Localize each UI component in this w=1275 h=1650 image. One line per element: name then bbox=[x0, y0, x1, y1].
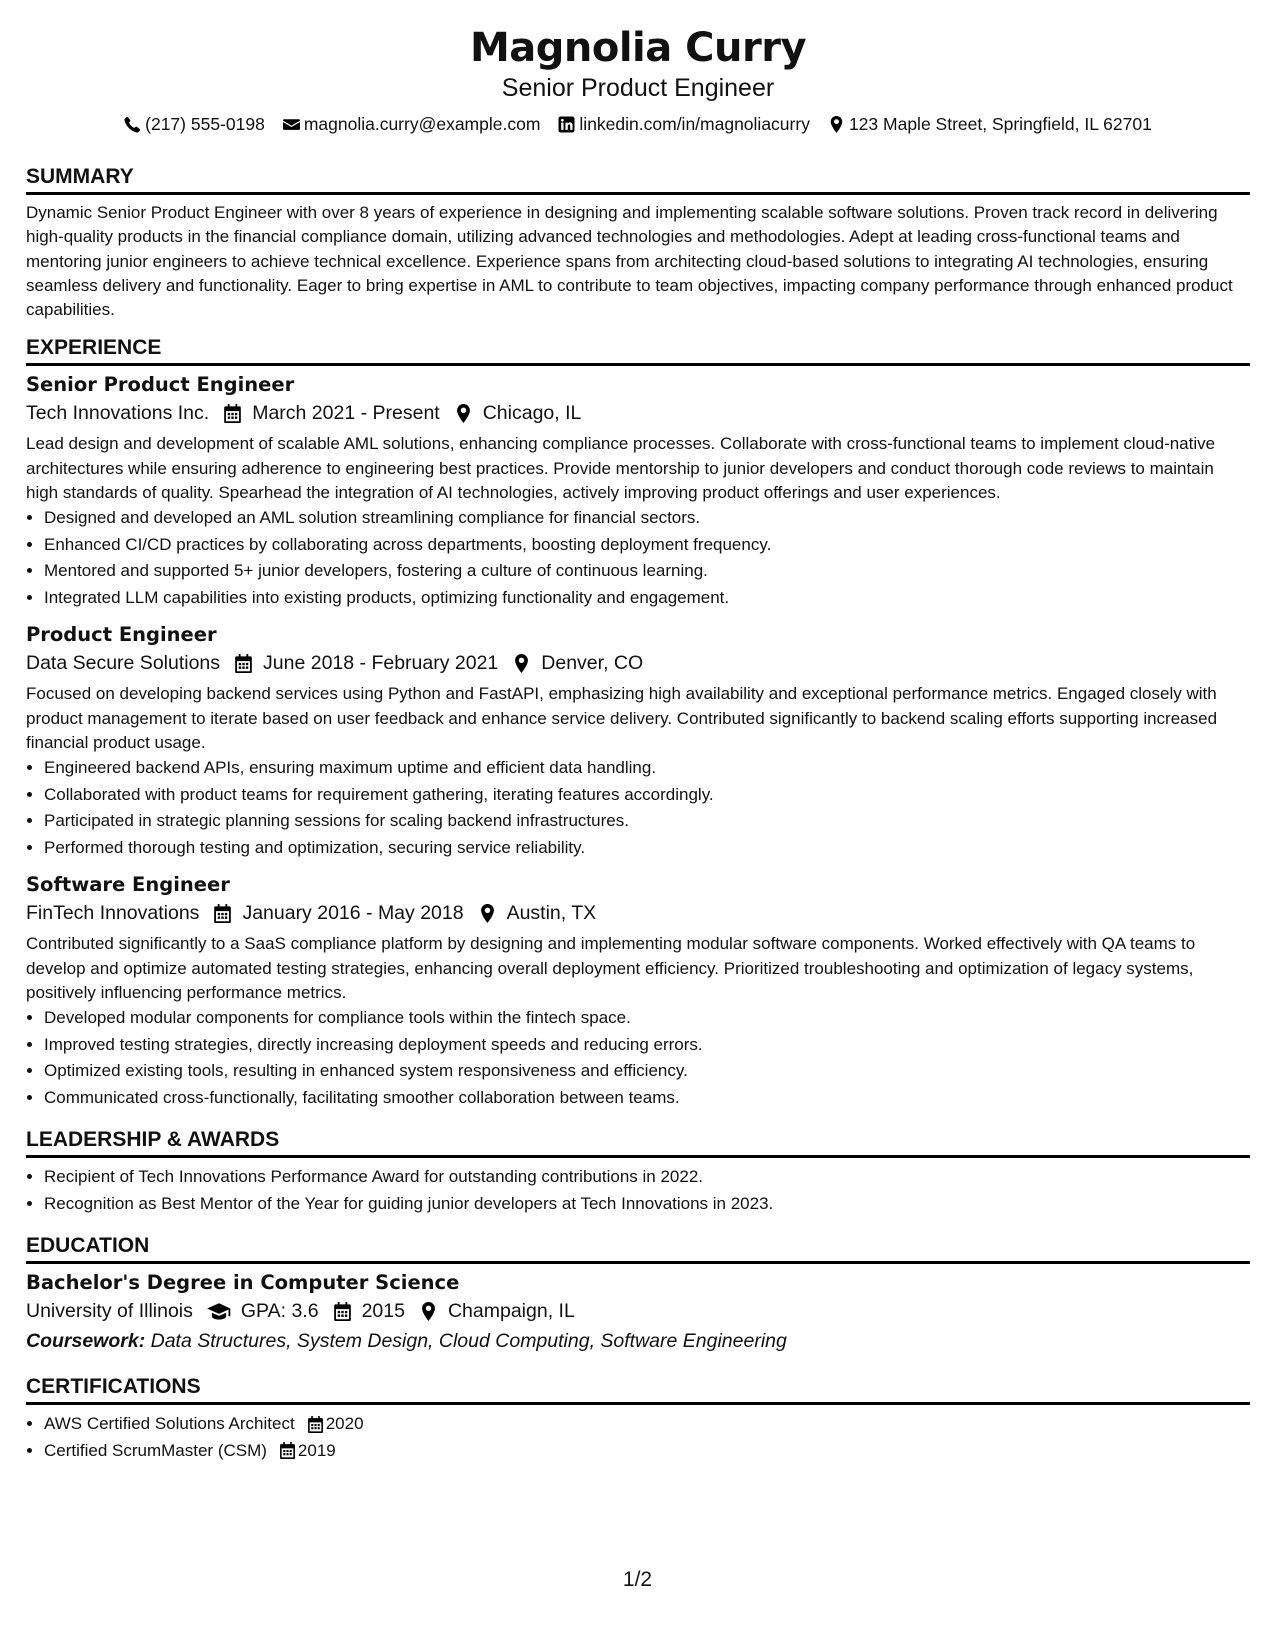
job-meta bbox=[26, 398, 1250, 428]
list-item: • Integrated LLM capabilities into existing products, optimizing functionality and engagement. bbox=[44, 585, 1250, 612]
job-company: Data Secure Solutions bbox=[26, 652, 221, 675]
contact-phone[interactable] bbox=[124, 113, 265, 135]
contact-address bbox=[828, 113, 1152, 135]
list-item: • Engineered backend APIs, ensuring maximum uptime and efficient data handling. bbox=[44, 755, 1250, 782]
list-item bbox=[44, 1411, 1250, 1438]
graduation-year: 2015 bbox=[361, 1300, 405, 1323]
map-pin-icon bbox=[478, 904, 497, 923]
envelope-icon bbox=[283, 116, 300, 133]
section-heading-certifications: CERTIFICATIONS bbox=[26, 1374, 1250, 1405]
education-meta bbox=[26, 1296, 1250, 1326]
list-item: • Mentored and supported 5+ junior developers, fostering a culture of continuous learning. bbox=[44, 558, 1250, 585]
job-bullets bbox=[26, 755, 1250, 861]
section-heading-leadership: LEADERSHIP & AWARDS bbox=[26, 1127, 1250, 1158]
job-bullets bbox=[26, 1005, 1250, 1111]
job-location: Denver, CO bbox=[541, 652, 644, 675]
job-meta bbox=[26, 898, 1250, 928]
job-entry bbox=[26, 622, 1250, 861]
contact-email[interactable] bbox=[283, 113, 541, 135]
job-dates: June 2018 - February 2021 bbox=[263, 652, 499, 675]
cert-year: 2020 bbox=[325, 1414, 364, 1434]
street-address: 123 Maple Street, Springfield, IL 62701 bbox=[848, 114, 1152, 134]
map-pin-icon bbox=[512, 654, 531, 673]
school-name: University of Illinois bbox=[26, 1300, 193, 1323]
list-item: • Optimized existing tools, resulting in enhanced system responsiveness and efficiency. bbox=[44, 1058, 1250, 1085]
education-section bbox=[26, 1233, 1250, 1356]
job-meta bbox=[26, 648, 1250, 678]
list-item: • Recognition as Best Mentor of the Year for guiding junior developers at Tech Innovations in 2023. bbox=[44, 1191, 1250, 1218]
contact-bar bbox=[26, 113, 1250, 135]
map-pin-icon bbox=[454, 404, 473, 423]
email-address: magnolia.curry@example.com bbox=[303, 114, 541, 134]
job-description: Contributed significantly to a SaaS compliance platform by designing and implementing modular software components. Worked effectively with QA teams to develop and optimize automated testing strategies, enhancing overall deployment efficiency. Prioritized troubleshooting and optimization of legacy systems, positively influencing performance metrics. bbox=[26, 934, 1196, 1002]
coursework-label: Coursework: bbox=[26, 1330, 146, 1353]
calendar-icon bbox=[234, 654, 253, 673]
linkedin-url: linkedin.com/in/magnoliacurry bbox=[579, 114, 810, 134]
cert-name: • Certified ScrumMaster (CSM) bbox=[44, 1440, 267, 1460]
job-title: Product Engineer bbox=[26, 623, 217, 647]
summary-section bbox=[26, 164, 1250, 322]
calendar-icon bbox=[279, 1442, 296, 1459]
coursework-list: Data Structures, System Design, Cloud Computing, Software Engineering bbox=[150, 1330, 787, 1353]
job-entry bbox=[26, 872, 1250, 1111]
section-heading-summary: SUMMARY bbox=[26, 164, 1250, 195]
list-item: • Enhanced CI/CD practices by collaborating across departments, boosting deployment frequency. bbox=[44, 532, 1250, 559]
calendar-icon bbox=[213, 904, 232, 923]
list-item: • Participated in strategic planning sessions for scaling backend infrastructures. bbox=[44, 808, 1250, 835]
job-location: Chicago, IL bbox=[482, 402, 582, 425]
degree-title: Bachelor's Degree in Computer Science bbox=[26, 1271, 460, 1295]
job-description: Focused on developing backend services using Python and FastAPI, emphasizing high availability and exceptional performance metrics. Engaged closely with product management to iterate based on user feedback and enhance service delivery. Contributed significantly to backend scaling efforts supporting increased financial product usage. bbox=[26, 684, 1218, 752]
job-description: Lead design and development of scalable AML solutions, enhancing compliance processes. Collaborate with cross-functional teams to implement cloud-native architectures while ensuring adherence to engineering best practices. Provide mentorship to junior developers and conduct thorough code reviews to maintain high standards of quality. Spearhead the integration of AI technologies, actively improving product offerings and user experiences. bbox=[26, 434, 1216, 503]
job-title: Software Engineer bbox=[26, 873, 230, 897]
cert-year: 2019 bbox=[297, 1440, 336, 1460]
cert-name: • AWS Certified Solutions Architect bbox=[44, 1414, 295, 1434]
phone-icon bbox=[124, 116, 141, 133]
job-entry bbox=[26, 372, 1250, 611]
candidate-title: Senior Product Engineer bbox=[501, 74, 775, 102]
list-item: • Performed thorough testing and optimization, securing service reliability. bbox=[44, 835, 1250, 862]
calendar-icon bbox=[223, 404, 242, 423]
leadership-section bbox=[26, 1127, 1250, 1217]
certifications-section bbox=[26, 1374, 1250, 1464]
linkedin-icon bbox=[558, 116, 575, 133]
page-number: 1/2 bbox=[622, 1568, 653, 1591]
summary-text: Dynamic Senior Product Engineer with over 8 years of experience in designing and implementing scalable software solutions. Proven track record in delivering high-quality products in the financial compliance domain, utilizing advanced technologies and methodologies. Adept at leading cross-functional teams and mentoring junior engineers to achieve technical excellence. Experience spans from architecting cloud-based solutions to integrating AI technologies, ensuring seamless delivery and functionality. Eager to bring expertise in AML to contribute to team objectives, impacting company performance through enhanced product capabilities. bbox=[26, 203, 1233, 320]
gpa: GPA: 3.6 bbox=[240, 1300, 319, 1323]
job-bullets bbox=[26, 505, 1250, 611]
coursework bbox=[26, 1326, 1250, 1356]
job-title: Senior Product Engineer bbox=[26, 373, 295, 397]
calendar-icon bbox=[307, 1416, 324, 1433]
map-pin-icon bbox=[419, 1302, 438, 1321]
map-pin-icon bbox=[828, 116, 845, 133]
section-heading-experience: EXPERIENCE bbox=[26, 335, 1250, 366]
job-dates: January 2016 - May 2018 bbox=[242, 902, 464, 925]
school-location: Champaign, IL bbox=[447, 1300, 575, 1323]
job-location: Austin, TX bbox=[506, 902, 597, 925]
phone-number: (217) 555-0198 bbox=[145, 114, 265, 134]
awards-list bbox=[26, 1164, 1250, 1217]
list-item: • Recipient of Tech Innovations Performance Award for outstanding contributions in 2022. bbox=[44, 1164, 1250, 1191]
contact-linkedin[interactable] bbox=[558, 113, 810, 135]
experience-section bbox=[26, 335, 1250, 1111]
certifications-list bbox=[26, 1411, 1250, 1464]
job-company: Tech Innovations Inc. bbox=[26, 402, 210, 425]
job-company: FinTech Innovations bbox=[26, 902, 200, 925]
resume-page bbox=[26, 0, 1250, 1464]
candidate-name: Magnolia Curry bbox=[469, 25, 807, 71]
section-heading-education: EDUCATION bbox=[26, 1233, 1250, 1264]
list-item bbox=[44, 1438, 1250, 1465]
list-item: • Communicated cross-functionally, facilitating smoother collaboration between teams. bbox=[44, 1085, 1250, 1112]
list-item: • Improved testing strategies, directly increasing deployment speeds and reducing errors. bbox=[44, 1032, 1250, 1059]
list-item: • Designed and developed an AML solution streamlining compliance for financial sectors. bbox=[44, 505, 1250, 532]
graduation-cap-icon bbox=[207, 1302, 231, 1321]
list-item: • Developed modular components for compliance tools within the fintech space. bbox=[44, 1005, 1250, 1032]
resume-header bbox=[26, 0, 1250, 135]
calendar-icon bbox=[333, 1302, 352, 1321]
list-item: • Collaborated with product teams for requirement gathering, iterating features accordingly. bbox=[44, 782, 1250, 809]
job-dates: March 2021 - Present bbox=[252, 402, 440, 425]
